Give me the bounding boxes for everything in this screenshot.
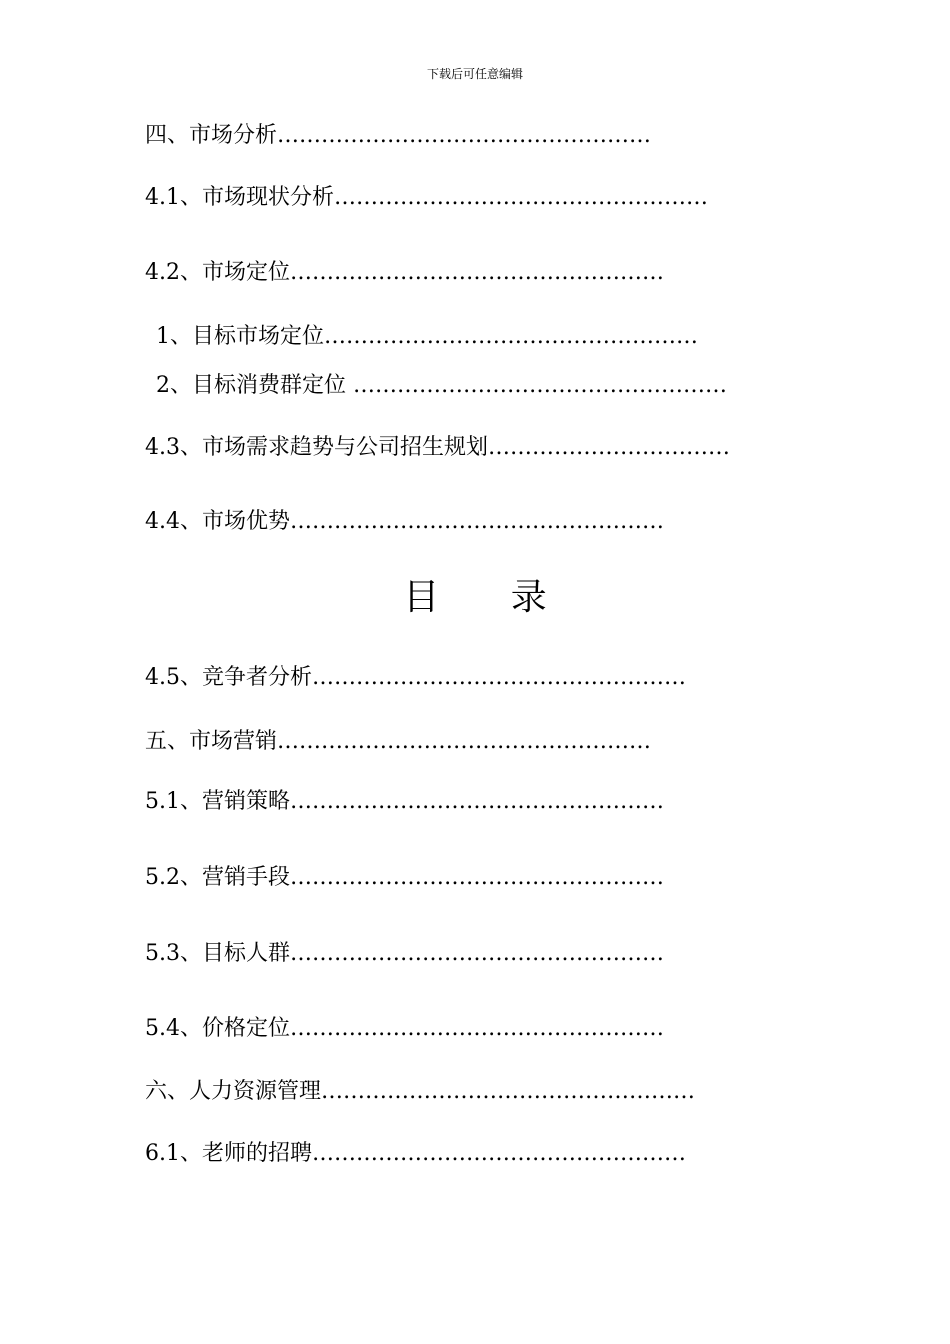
toc-entry-6-1[interactable]: 6.1、老师的招聘…………………………………………… [145,1141,686,1166]
toc-entry-4-5[interactable]: 4.5、竞争者分析…………………………………………… [145,665,686,690]
page-header: 下载后可任意编辑 [426,67,523,81]
toc-entry-5[interactable]: 五、市场营销…………………………………………… [145,729,652,754]
toc-entry-5-2[interactable]: 5.2、营销手段…………………………………………… [145,865,664,890]
toc-entry-5-3[interactable]: 5.3、目标人群…………………………………………… [145,941,664,966]
toc-entry-4-2-2[interactable]: 2、目标消费群定位 …………………………………………… [156,373,727,398]
toc-entry-5-4[interactable]: 5.4、价格定位…………………………………………… [145,1016,664,1041]
toc-entry-4[interactable]: 四、市场分析…………………………………………… [145,123,652,148]
toc-title: 目 录 [403,577,577,618]
toc-entry-4-3[interactable]: 4.3、市场需求趋势与公司招生规划…………………………… [145,435,730,460]
toc-entry-6[interactable]: 六、人力资源管理…………………………………………… [145,1079,696,1104]
toc-entry-4-4[interactable]: 4.4、市场优势…………………………………………… [145,509,664,534]
toc-entry-5-1[interactable]: 5.1、营销策略…………………………………………… [145,789,664,814]
toc-entry-4-1[interactable]: 4.1、市场现状分析…………………………………………… [145,185,708,210]
toc-entry-4-2[interactable]: 4.2、市场定位…………………………………………… [145,260,664,285]
toc-entry-4-2-1[interactable]: 1、目标市场定位…………………………………………… [156,324,698,349]
